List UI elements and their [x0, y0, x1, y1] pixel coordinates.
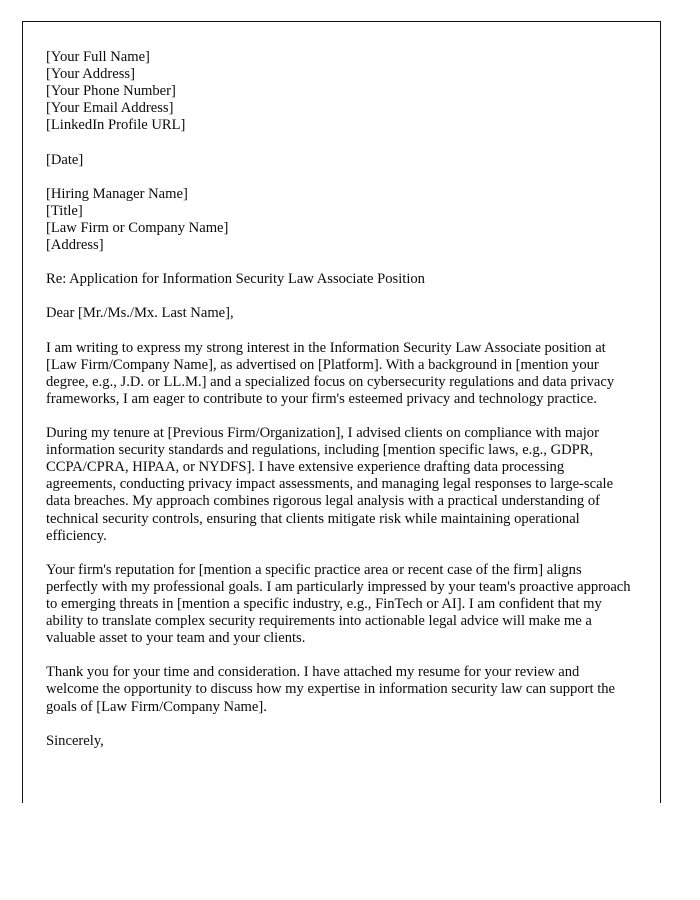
letter-content [46, 49, 632, 750]
paragraph-text: Thank you for your time and consideration. I have attached my resume for your review and welcome the opportunity to discuss how my expertise in information security law can support the goals of [Law Firm/Company Name]. [46, 664, 616, 715]
paragraph-text: I am writing to express my strong interest in the Information Security Law Associate position at [Law Firm/Company Name], as advertised on [Platform]. With a background in [mention your degree, e.g., J.D. or LL.M.] and a specialized focus on cybersecurity regulations and data privacy frameworks, I am eager to contribute to your firm's esteemed privacy and technology practice. [46, 339, 615, 407]
recipient-company: [Law Firm or Company Name] [46, 219, 229, 236]
body-paragraph-2 [46, 425, 632, 545]
date-block [46, 152, 632, 169]
sender-address: [Your Address] [46, 66, 135, 83]
salutation-block [46, 305, 632, 322]
document-page [22, 21, 661, 803]
body-paragraph-4 [46, 664, 632, 715]
subject-block [46, 271, 632, 288]
paragraph-text: During my tenure at [Previous Firm/Organization], I advised clients on compliance with major information security standards and regulations, including [mention specific laws, e.g., GDPR, CCPA/CPRA, HIPAA, or NYDFS]. I have extensive experience drafting data processing agreements, conducting privacy impact assessments, and managing legal responses to large-scale data breaches. My approach combines rigorous legal analysis with a practical understanding of technical security controls, ensuring that clients mitigate risk while maintaining operational efficiency. [46, 425, 614, 544]
sender-name: [Your Full Name] [46, 49, 150, 65]
sender-phone: [Your Phone Number] [46, 83, 176, 100]
recipient-manager-name: [Hiring Manager Name] [46, 185, 188, 202]
sender-block [46, 49, 632, 134]
date-line: [Date] [46, 151, 84, 168]
sender-linkedin: [LinkedIn Profile URL] [46, 117, 186, 134]
salutation-line: Dear [Mr./Ms./Mx. Last Name], [46, 305, 234, 322]
closing-line: Sincerely, [46, 732, 104, 749]
recipient-title: [Title] [46, 202, 83, 219]
subject-line: Re: Application for Information Security Law Associate Position [46, 271, 425, 288]
sender-email: [Your Email Address] [46, 100, 174, 117]
paragraph-text: Your firm's reputation for [mention a specific practice area or recent case of the firm] aligns perfectly with my professional goals. I am particularly impressed by your team's proactive approach to emerging threats in [mention a specific industry, e.g., FinTech or AI]. I am confident that my ability to translate complex security requirements into actionable legal advice will make me a valuable asset to your team and your clients. [46, 561, 631, 647]
closing-block [46, 733, 632, 750]
body-paragraph-1 [46, 340, 632, 408]
body-paragraph-3 [46, 562, 632, 647]
recipient-address: [Address] [46, 237, 104, 254]
recipient-block [46, 186, 632, 254]
